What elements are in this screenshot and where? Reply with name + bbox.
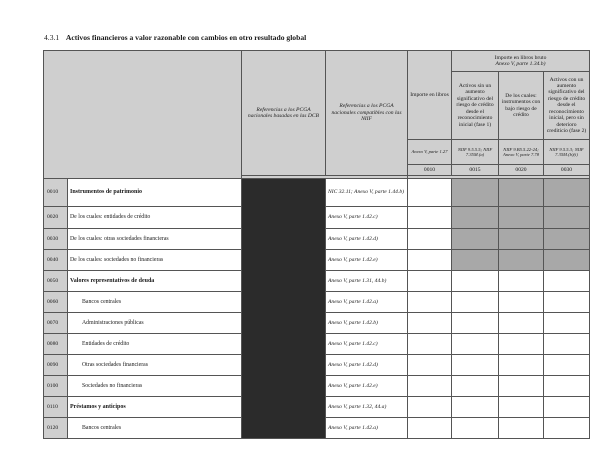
value-cell[interactable]: [452, 334, 499, 355]
header-importe-bruto-title: Importe en libros bruto: [494, 54, 547, 61]
value-cell[interactable]: [499, 292, 544, 313]
row-label: Bancos centrales: [68, 418, 242, 439]
value-cell-shaded: [499, 207, 544, 229]
value-cell-shaded: [544, 250, 590, 271]
value-cell[interactable]: [499, 397, 544, 418]
value-cell[interactable]: [544, 334, 590, 355]
row-ref: Anexo V, parte 1.31, 44.b): [326, 271, 408, 292]
row-label: Bancos centrales: [68, 292, 242, 313]
col-code-0010: 0010: [408, 165, 452, 176]
row-ref: Anexo V, parte 1.32, 44.a): [326, 397, 408, 418]
value-cell[interactable]: [499, 313, 544, 334]
row-ref: Anexo V, parte 1.42.d): [326, 229, 408, 250]
row-label: De los cuales: otras sociedades financieras: [68, 229, 242, 250]
section-title-text: Activos financieros a valor razonable con cambios en otro resultado global: [65, 33, 307, 42]
col-code-0030: 0030: [544, 165, 590, 176]
blacked-out-cell: [242, 179, 326, 439]
row-label: Instrumentos de patrimonio: [68, 179, 242, 207]
value-cell[interactable]: [408, 179, 452, 207]
row-code: 0040: [44, 250, 68, 271]
row-label: De los cuales: entidades de crédito: [68, 207, 242, 229]
value-cell-shaded: [499, 229, 544, 250]
header-importe-libros: Importe en libros: [408, 51, 452, 140]
value-cell[interactable]: [544, 271, 590, 292]
header-ref-dcb: Referencias a los PCGA nacionales basadas en las DCB: [242, 51, 326, 176]
row-ref: Anexo V, parte 1.42.d): [326, 355, 408, 376]
value-cell[interactable]: [408, 355, 452, 376]
table-row: [44, 179, 590, 207]
value-cell-shaded: [544, 207, 590, 229]
value-cell-shaded: [544, 179, 590, 207]
value-cell[interactable]: [452, 418, 499, 439]
row-code: 0070: [44, 313, 68, 334]
row-ref: Anexo V, parte 1.42.c): [326, 334, 408, 355]
value-cell[interactable]: [452, 271, 499, 292]
header-col-sin-aumento: Activos sin un aumento significativo del riesgo de crédito desde el reconocimiento inicial (fase 1): [452, 72, 499, 140]
row-label: Valores representativos de deuda: [68, 271, 242, 292]
report-table: [43, 50, 590, 439]
col-code-0015: 0015: [452, 165, 499, 176]
row-code: 0120: [44, 418, 68, 439]
value-cell[interactable]: [452, 397, 499, 418]
ref-0020: NIIF 9.B5.5.22-24; Anexo V, parte 7.78: [499, 140, 544, 165]
row-label: Otras sociedades financieras: [68, 355, 242, 376]
value-cell[interactable]: [408, 334, 452, 355]
value-cell[interactable]: [499, 355, 544, 376]
value-cell[interactable]: [408, 250, 452, 271]
ref-0010: Anexo V, parte 1.27: [408, 140, 452, 165]
row-ref: Anexo V, parte 1.42.a): [326, 418, 408, 439]
value-cell[interactable]: [408, 418, 452, 439]
row-label: De los cuales: sociedades no financieras: [68, 250, 242, 271]
value-cell-shaded: [452, 250, 499, 271]
value-cell[interactable]: [408, 207, 452, 229]
row-code: 0110: [44, 397, 68, 418]
header-ref-niif: Referencias a los PCGA nacionales compatibles con las NIIF: [326, 51, 408, 176]
col-code-0020: 0020: [499, 165, 544, 176]
row-label: Administraciones públicas: [68, 313, 242, 334]
row-code: 0090: [44, 355, 68, 376]
row-ref: Anexo V, parte 1.42.c): [326, 207, 408, 229]
value-cell-shaded: [499, 250, 544, 271]
row-label: Entidades de crédito: [68, 334, 242, 355]
value-cell-shaded: [499, 179, 544, 207]
value-cell[interactable]: [499, 376, 544, 397]
value-cell[interactable]: [408, 292, 452, 313]
header-importe-bruto-ref: Anexo V, parte 1.34.b): [495, 61, 546, 67]
row-code: 0020: [44, 207, 68, 229]
value-cell[interactable]: [499, 418, 544, 439]
value-cell[interactable]: [544, 292, 590, 313]
value-cell[interactable]: [499, 271, 544, 292]
row-label: Sociedades no financieras: [68, 376, 242, 397]
value-cell[interactable]: [452, 292, 499, 313]
value-cell[interactable]: [544, 418, 590, 439]
header-row-1: [44, 51, 590, 72]
row-code: 0100: [44, 376, 68, 397]
header-col-con-aumento: Activos con un aumento significativo del riesgo de crédito desde el reconocimiento inicial, pero sin deterioro crediticio (fase 2): [544, 72, 590, 140]
value-cell[interactable]: [544, 355, 590, 376]
row-ref: Anexo V, parte 1.42.e): [326, 376, 408, 397]
value-cell[interactable]: [408, 397, 452, 418]
value-cell[interactable]: [499, 334, 544, 355]
value-cell[interactable]: [452, 376, 499, 397]
row-code: 0080: [44, 334, 68, 355]
section-title: [44, 33, 306, 42]
row-code: 0060: [44, 292, 68, 313]
row-code: 0050: [44, 271, 68, 292]
ref-0030: NIIF 9.5.5.3; NIIF 7.35M.(b)(i): [544, 140, 590, 165]
row-code: 0030: [44, 229, 68, 250]
value-cell[interactable]: [452, 313, 499, 334]
row-code: 0010: [44, 179, 68, 207]
value-cell[interactable]: [544, 397, 590, 418]
section-number: 4.3.1: [44, 33, 60, 42]
value-cell[interactable]: [408, 313, 452, 334]
value-cell[interactable]: [408, 229, 452, 250]
row-ref: Anexo V, parte 1.42.b): [326, 313, 408, 334]
header-col-bajo-riesgo: De los cuales: instrumentos con bajo riesgo de crédito: [499, 72, 544, 140]
row-ref: Anexo V, parte 1.42.a): [326, 292, 408, 313]
value-cell[interactable]: [544, 313, 590, 334]
ref-0015: NIIF 9.5.5.5; NIIF 7.35M.(a): [452, 140, 499, 165]
row-label: Préstamos y anticipos: [68, 397, 242, 418]
value-cell[interactable]: [544, 376, 590, 397]
row-ref: NIC 32.11; Anexo V, parte 1.44.b): [326, 179, 408, 207]
value-cell-shaded: [452, 229, 499, 250]
value-cell[interactable]: [408, 271, 452, 292]
value-cell-shaded: [452, 179, 499, 207]
value-cell[interactable]: [452, 355, 499, 376]
value-cell-shaded: [452, 207, 499, 229]
row-ref: Anexo V, parte 1.42.e): [326, 250, 408, 271]
header-corner: [44, 51, 242, 179]
value-cell-shaded: [544, 229, 590, 250]
header-importe-bruto: [452, 51, 590, 72]
value-cell[interactable]: [408, 376, 452, 397]
